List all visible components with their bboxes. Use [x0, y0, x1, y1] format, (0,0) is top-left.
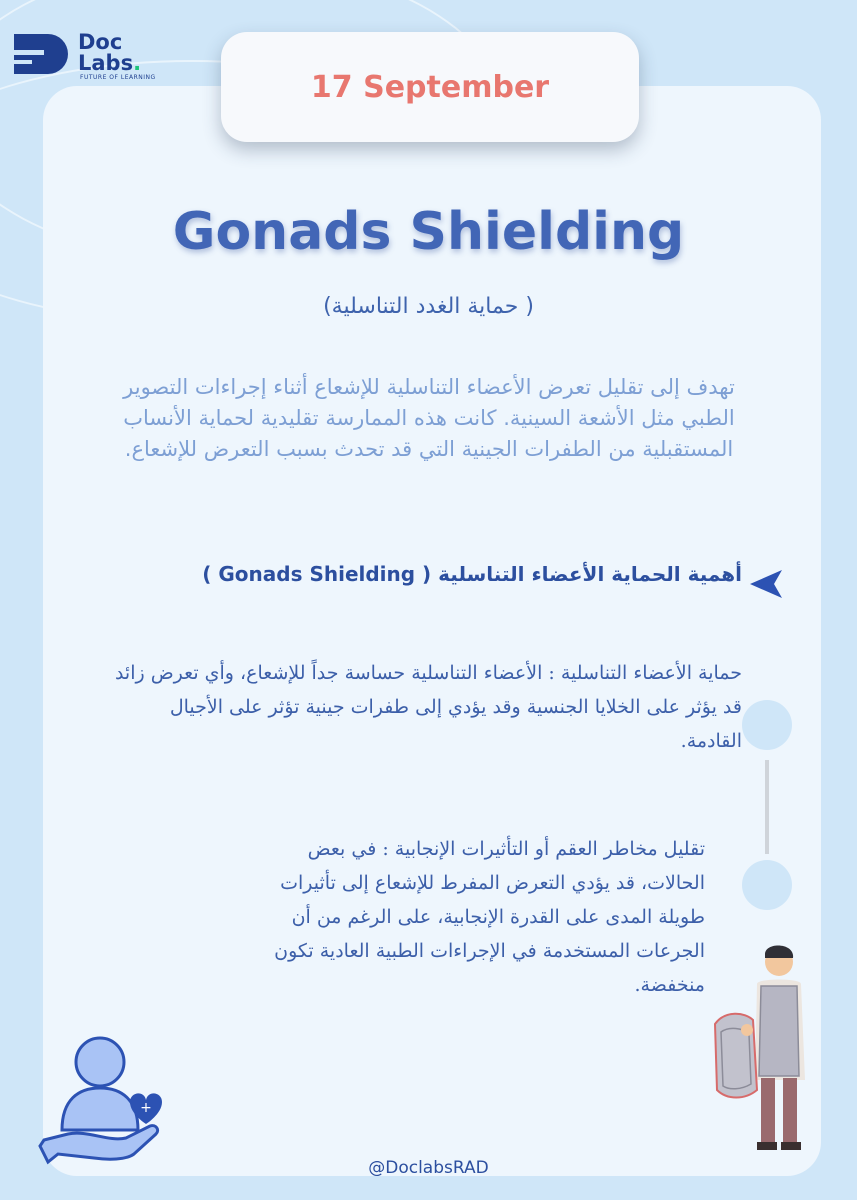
logo-dot: . [133, 51, 142, 75]
logo-tagline: FUTURE OF LEARNING [80, 74, 156, 81]
timeline-dot-icon [742, 700, 792, 750]
doclabs-logo [14, 30, 174, 80]
intro-paragraph: تهدف إلى تقليل تعرض الأعضاء التناسلية للإشعاع أثناء إجراءات التصوير الطبي مثل الأشعة السينية. كانت هذه الممارسة تقليدية لحماية الأنساب المستقبلية من الطفرات الجينية التي قد تحدث بسبب التعرض للإشعاع. [123, 375, 735, 461]
arrow-bullet-icon [748, 568, 784, 600]
doclabs-logo-mark-icon [14, 34, 76, 74]
date-badge [221, 32, 639, 142]
timeline-connector [765, 760, 769, 854]
logo-word-doc: Doc [78, 30, 123, 54]
date-text: 17 September [310, 69, 550, 105]
section-heading: أهمية الحماية الأعضاء التناسلية ( Gonads Shielding ) [202, 562, 742, 586]
point-paragraph: حماية الأعضاء التناسلية : الأعضاء التناسلية حساسة جداً للإشعاع، وأي تعرض زائد قد يؤثر على الخلايا الجنسية وقد يؤدي إلى طفرات جينية تؤثر على الأجيال القادمة. [114, 662, 742, 752]
worker-with-apron-illustration [705, 940, 825, 1155]
logo-word-labs: Labs [78, 51, 134, 75]
timeline-dot-icon [742, 860, 792, 910]
point-paragraph: تقليل مخاطر العقم أو التأثيرات الإنجابية : في بعض الحالات، قد يؤدي التعرض المفرط للإشعاع إلى تأثيرات طويلة المدى على القدرة الإنجابية، على الرغم من أن الجرعات المستخدمة في الإجراءات الطبية العادية تكون منخفضة. [274, 838, 705, 996]
page-title: Gonads Shielding [172, 202, 685, 262]
page-subtitle: ( حماية الغدد التناسلية) [323, 294, 534, 319]
social-handle: @DoclabsRAD [368, 1158, 489, 1178]
logo-wordmark [78, 32, 141, 74]
svg-text:+: + [140, 1100, 152, 1116]
person-care-heart-icon [38, 1030, 168, 1165]
